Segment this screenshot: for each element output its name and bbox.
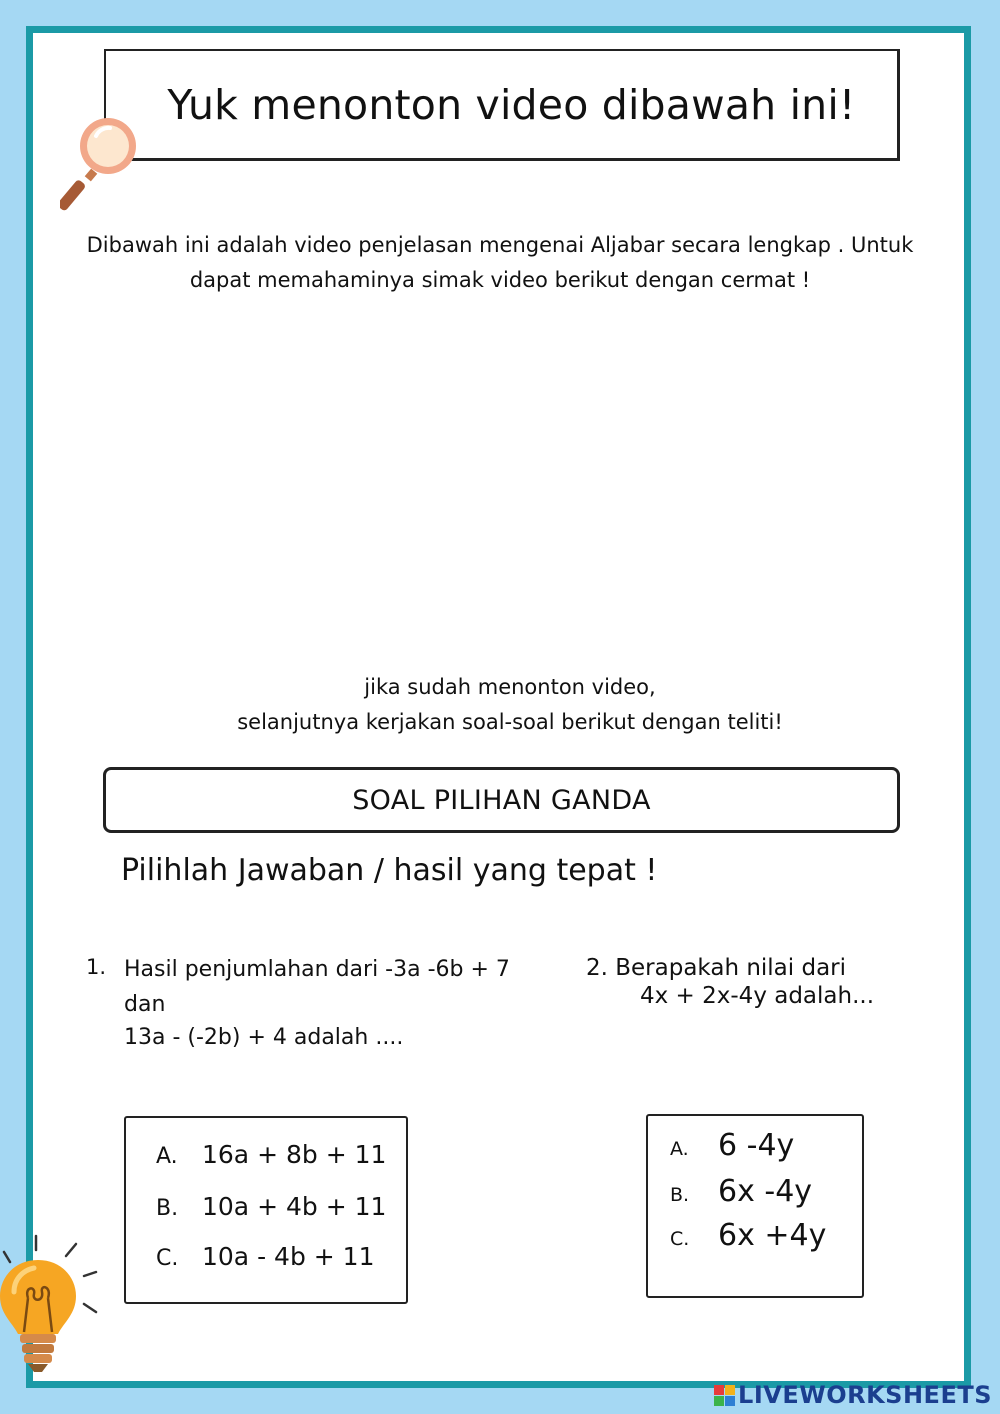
question-2-text-line-1: 2. Berapakah nilai dari [586, 955, 847, 981]
question-2-text-line-2: 4x + 2x-4y adalah... [640, 983, 875, 1009]
after-video-line-2: selanjutnya kerjakan soal-soal berikut dengan teliti! [237, 710, 783, 734]
option-letter: A. [156, 1144, 178, 1169]
option-text: 16a + 8b + 11 [202, 1140, 387, 1169]
option-text: 6 -4y [718, 1128, 795, 1163]
option-2c[interactable] [670, 1218, 826, 1253]
question-1-text: Hasil penjumlahan dari -3a -6b + 7 dan [124, 957, 510, 1017]
option-letter: C. [156, 1246, 179, 1271]
question-1-number: 1. [86, 955, 107, 979]
intro-line-2: dapat memahaminya simak video berikut dengan cermat ! [189, 268, 811, 292]
option-text: 10a + 4b + 11 [202, 1192, 387, 1221]
option-letter: B. [670, 1184, 690, 1206]
option-1c[interactable] [156, 1242, 374, 1271]
question-2-options [646, 1114, 864, 1298]
section-title: SOAL PILIHAN GANDA [352, 784, 651, 816]
after-video-line-1: jika sudah menonton video, [364, 675, 656, 699]
title-box [104, 49, 900, 161]
option-text: 6x +4y [718, 1218, 827, 1253]
liveworksheets-watermark [714, 1382, 992, 1408]
option-1a[interactable] [156, 1140, 386, 1169]
section-header [103, 767, 900, 833]
after-video-paragraph [150, 670, 870, 740]
option-letter: B. [156, 1196, 179, 1221]
option-2b[interactable] [670, 1174, 812, 1209]
question-1-expression: 13a - (-2b) + 4 adalah .... [124, 1025, 404, 1050]
magnifier-icon [60, 112, 140, 216]
option-letter: A. [670, 1138, 689, 1160]
option-text: 10a - 4b + 11 [202, 1242, 375, 1271]
option-2a[interactable] [670, 1128, 794, 1163]
intro-line-1: Dibawah ini adalah video penjelasan mengenai Aljabar secara lengkap . Untuk [86, 233, 914, 257]
page-title: Yuk menonton video dibawah ini! [167, 80, 856, 129]
instruction-text: Pilihlah Jawaban / hasil yang tepat ! [121, 853, 658, 888]
option-text: 6x -4y [718, 1174, 813, 1209]
lightbulb-icon [0, 1232, 104, 1382]
question-1-options [124, 1116, 408, 1304]
watermark-text: LIVEWORKSHEETS [738, 1381, 992, 1409]
liveworksheets-logo-icon [714, 1385, 735, 1406]
intro-paragraph [60, 228, 940, 298]
option-letter: C. [670, 1228, 690, 1250]
option-1b[interactable] [156, 1192, 386, 1221]
